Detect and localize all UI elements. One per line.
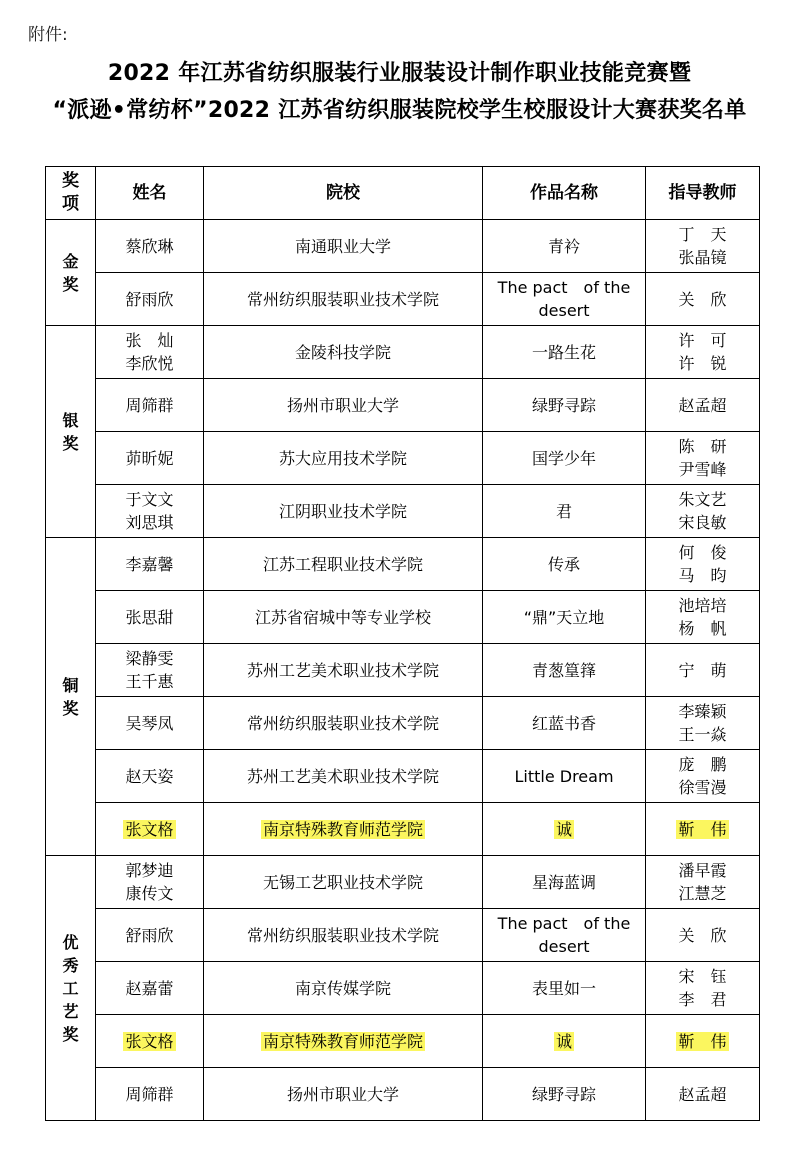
- table-row: [46, 697, 760, 750]
- school-name: 苏州工艺美术职业技术学院: [204, 750, 483, 803]
- work-title: The pact of the desert: [483, 273, 646, 326]
- work-title: 君: [483, 485, 646, 538]
- school-name: 常州纺织服装职业技术学院: [204, 909, 483, 962]
- teacher-names: 池培培 杨 帆: [646, 591, 760, 644]
- table-row: [46, 1068, 760, 1121]
- table-row: [46, 432, 760, 485]
- teacher-names: 朱文艺 宋良敏: [646, 485, 760, 538]
- header-school: 院校: [204, 167, 483, 220]
- school-name: 江苏工程职业技术学院: [204, 538, 483, 591]
- header-award: 奖项: [46, 167, 96, 220]
- work-title: 诚: [483, 803, 646, 856]
- document-title-line-2: “派逊•常纺杯”2022 江苏省纺织服装院校学生校服设计大赛获奖名单: [52, 98, 747, 123]
- school-name: 扬州市职业大学: [204, 1068, 483, 1121]
- school-name: 南京特殊教育师范学院: [204, 803, 483, 856]
- document-title-line-1: 2022 年江苏省纺织服装行业服装设计制作职业技能竞赛暨: [107, 61, 692, 86]
- teacher-names: 关 欣: [646, 909, 760, 962]
- table-row: [46, 750, 760, 803]
- table-row: [46, 856, 760, 909]
- work-title: 红蓝书香: [483, 697, 646, 750]
- table-row-highlighted: [46, 803, 760, 856]
- teacher-names: 许 可 许 锐: [646, 326, 760, 379]
- school-name: 常州纺织服装职业技术学院: [204, 273, 483, 326]
- header-name: 姓名: [96, 167, 204, 220]
- teacher-names: 宋 钰 李 君: [646, 962, 760, 1015]
- header-row: [46, 167, 760, 220]
- table-row: [46, 485, 760, 538]
- school-name: 无锡工艺职业技术学院: [204, 856, 483, 909]
- work-title: 诚: [483, 1015, 646, 1068]
- table-row: [46, 379, 760, 432]
- teacher-names: 李臻颖 王一焱: [646, 697, 760, 750]
- student-names: 李嘉馨: [96, 538, 204, 591]
- teacher-names: 关 欣: [646, 273, 760, 326]
- teacher-names: 庞 鹏 徐雪漫: [646, 750, 760, 803]
- teacher-names: 靳 伟: [646, 803, 760, 856]
- school-name: 江阴职业技术学院: [204, 485, 483, 538]
- teacher-names: 宁 萌: [646, 644, 760, 697]
- table-row: [46, 326, 760, 379]
- student-names: 梁静雯 王千惠: [96, 644, 204, 697]
- student-names: 舒雨欣: [96, 909, 204, 962]
- teacher-names: 赵孟超: [646, 1068, 760, 1121]
- student-names: 吴琴凤: [96, 697, 204, 750]
- table-row: [46, 591, 760, 644]
- award-table: [45, 166, 760, 1121]
- teacher-names: 赵孟超: [646, 379, 760, 432]
- school-name: 常州纺织服装职业技术学院: [204, 697, 483, 750]
- student-names: 张思甜: [96, 591, 204, 644]
- student-names: 周筛群: [96, 379, 204, 432]
- work-title: 国学少年: [483, 432, 646, 485]
- teacher-names: 靳 伟: [646, 1015, 760, 1068]
- work-title: Little Dream: [483, 750, 646, 803]
- teacher-names: 潘早霞 江慧芝: [646, 856, 760, 909]
- table-row: [46, 273, 760, 326]
- teacher-names: 丁 天 张晶镜: [646, 220, 760, 273]
- work-title: 青葱篁箨: [483, 644, 646, 697]
- attachment-label: 附件:: [28, 25, 68, 45]
- work-title: 绿野寻踪: [483, 379, 646, 432]
- student-names: 于文文 刘思琪: [96, 485, 204, 538]
- category-gold: 金奖: [46, 220, 96, 326]
- school-name: 金陵科技学院: [204, 326, 483, 379]
- work-title: 星海蓝调: [483, 856, 646, 909]
- teacher-names: 陈 研 尹雪峰: [646, 432, 760, 485]
- student-names: 舒雨欣: [96, 273, 204, 326]
- work-title: 青衿: [483, 220, 646, 273]
- school-name: 南京传媒学院: [204, 962, 483, 1015]
- school-name: 苏州工艺美术职业技术学院: [204, 644, 483, 697]
- header-work: 作品名称: [483, 167, 646, 220]
- work-title: “鼎”天立地: [483, 591, 646, 644]
- student-names: 蔡欣琳: [96, 220, 204, 273]
- work-title: 传承: [483, 538, 646, 591]
- student-names: 赵天姿: [96, 750, 204, 803]
- work-title: 绿野寻踪: [483, 1068, 646, 1121]
- school-name: 南通职业大学: [204, 220, 483, 273]
- student-names: 张文格: [96, 803, 204, 856]
- work-title: The pact of the desert: [483, 909, 646, 962]
- category-silver: 银奖: [46, 326, 96, 538]
- student-names: 赵嘉蕾: [96, 962, 204, 1015]
- table-row-highlighted: [46, 1015, 760, 1068]
- table-row: [46, 644, 760, 697]
- school-name: 南京特殊教育师范学院: [204, 1015, 483, 1068]
- student-names: 张文格: [96, 1015, 204, 1068]
- teacher-names: 何 俊 马 昀: [646, 538, 760, 591]
- table-row: [46, 220, 760, 273]
- work-title: 一路生花: [483, 326, 646, 379]
- school-name: 苏大应用技术学院: [204, 432, 483, 485]
- student-names: 茆昕妮: [96, 432, 204, 485]
- table-row: [46, 962, 760, 1015]
- header-teacher: 指导教师: [646, 167, 760, 220]
- table-row: [46, 909, 760, 962]
- student-names: 郭梦迪 康传文: [96, 856, 204, 909]
- category-bronze: 铜奖: [46, 538, 96, 856]
- school-name: 江苏省宿城中等专业学校: [204, 591, 483, 644]
- category-excellence: 优秀工艺奖: [46, 856, 96, 1121]
- student-names: 周筛群: [96, 1068, 204, 1121]
- school-name: 扬州市职业大学: [204, 379, 483, 432]
- student-names: 张 灿 李欣悦: [96, 326, 204, 379]
- work-title: 表里如一: [483, 962, 646, 1015]
- table-row: [46, 538, 760, 591]
